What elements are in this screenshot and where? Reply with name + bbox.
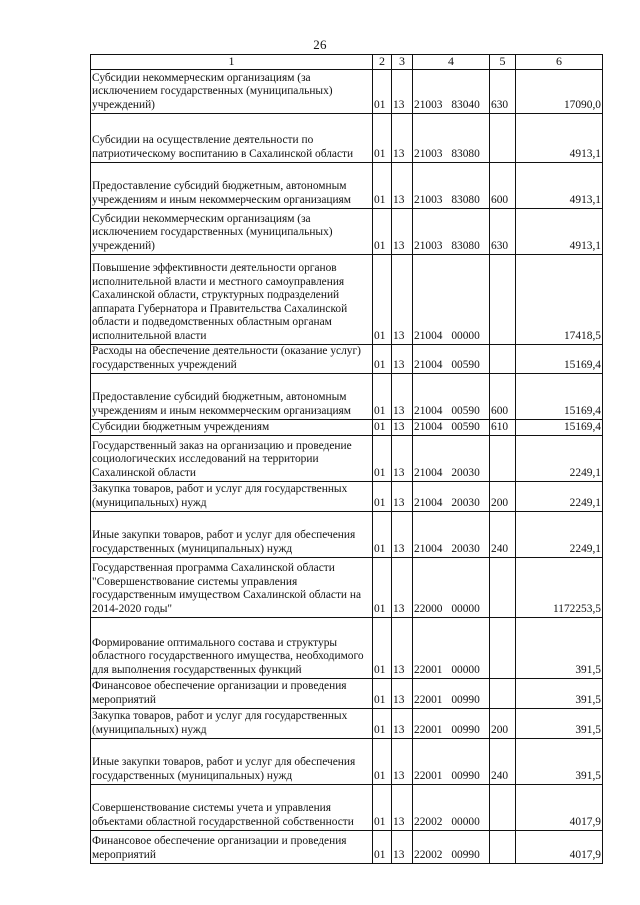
table-row <box>91 511 603 557</box>
row-subsection: 13 <box>392 738 413 784</box>
table-row <box>91 738 603 784</box>
row-section: 01 <box>373 419 392 435</box>
row-expense-type <box>490 435 516 481</box>
row-name: Формирование оптимального состава и структуры областного государственного имущества, необходимого для выполнения государственных функций <box>91 617 373 678</box>
row-name: Повышение эффективности деятельности органов исполнительной власти и местного самоуправления Сахалинской области, структурных подразделений аппарата Губернатора и Правительства Сахалинской области и подведомственных областным органам исполнительной власти <box>91 254 373 344</box>
row-amount: 15169,4 <box>516 344 603 373</box>
row-amount: 4913,1 <box>516 208 603 254</box>
row-expense-type <box>490 344 516 373</box>
row-section: 01 <box>373 738 392 784</box>
row-name: Предоставление субсидий бюджетным, автономным учреждениям и иным некоммерческим организациям <box>91 373 373 419</box>
row-subsection: 13 <box>392 373 413 419</box>
row-expense-type <box>490 678 516 708</box>
row-name: Расходы на обеспечение деятельности (оказание услуг) государственных учреждений <box>91 344 373 373</box>
header-col-2: 2 <box>373 55 392 70</box>
row-expense-type <box>490 113 516 162</box>
row-subsection: 13 <box>392 617 413 678</box>
table-row <box>91 481 603 511</box>
row-subsection: 13 <box>392 113 413 162</box>
row-section: 01 <box>373 162 392 208</box>
row-name: Финансовое обеспечение организации и проведения мероприятий <box>91 830 373 863</box>
table-row <box>91 557 603 617</box>
row-section: 01 <box>373 708 392 738</box>
page-number: 26 <box>313 37 327 52</box>
header-row <box>91 55 603 70</box>
table-row <box>91 373 603 419</box>
row-name: Иные закупки товаров, работ и услуг для обеспечения государственных (муниципальных) нужд <box>91 738 373 784</box>
row-amount: 15169,4 <box>516 373 603 419</box>
row-target-article: 21003 83080 <box>413 162 490 208</box>
row-target-article: 21004 20030 <box>413 435 490 481</box>
row-amount: 391,5 <box>516 678 603 708</box>
row-expense-type: 610 <box>490 419 516 435</box>
row-amount: 17418,5 <box>516 254 603 344</box>
row-target-article: 21004 20030 <box>413 511 490 557</box>
header-col-4: 4 <box>413 55 490 70</box>
row-subsection: 13 <box>392 830 413 863</box>
table-row <box>91 162 603 208</box>
row-subsection: 13 <box>392 481 413 511</box>
row-amount: 4913,1 <box>516 162 603 208</box>
row-name: Государственный заказ на организацию и проведение социологических исследований на территории Сахалинской области <box>91 435 373 481</box>
row-section: 01 <box>373 511 392 557</box>
row-expense-type: 600 <box>490 373 516 419</box>
row-name: Закупка товаров, работ и услуг для государственных (муниципальных) нужд <box>91 708 373 738</box>
row-target-article: 21003 83080 <box>413 113 490 162</box>
row-subsection: 13 <box>392 162 413 208</box>
row-amount: 17090,0 <box>516 69 603 113</box>
header-col-5: 5 <box>490 55 516 70</box>
table-header <box>91 55 603 70</box>
row-section: 01 <box>373 113 392 162</box>
row-expense-type: 240 <box>490 738 516 784</box>
row-amount: 1172253,5 <box>516 557 603 617</box>
row-name: Финансовое обеспечение организации и проведения мероприятий <box>91 678 373 708</box>
table-row <box>91 254 603 344</box>
row-name: Закупка товаров, работ и услуг для государственных (муниципальных) нужд <box>91 481 373 511</box>
table-row <box>91 784 603 830</box>
row-amount: 2249,1 <box>516 511 603 557</box>
budget-table <box>90 54 603 864</box>
row-target-article: 22001 00990 <box>413 678 490 708</box>
header-col-3: 3 <box>392 55 413 70</box>
row-amount: 391,5 <box>516 738 603 784</box>
row-subsection: 13 <box>392 419 413 435</box>
row-expense-type <box>490 830 516 863</box>
row-amount: 2249,1 <box>516 481 603 511</box>
row-expense-type: 600 <box>490 162 516 208</box>
row-subsection: 13 <box>392 678 413 708</box>
row-section: 01 <box>373 435 392 481</box>
row-section: 01 <box>373 344 392 373</box>
row-section: 01 <box>373 373 392 419</box>
table-row <box>91 419 603 435</box>
row-subsection: 13 <box>392 69 413 113</box>
table-row <box>91 708 603 738</box>
row-amount: 4017,9 <box>516 784 603 830</box>
row-amount: 391,5 <box>516 617 603 678</box>
row-section: 01 <box>373 69 392 113</box>
row-amount: 391,5 <box>516 708 603 738</box>
row-expense-type: 630 <box>490 69 516 113</box>
header-col-6: 6 <box>516 55 603 70</box>
row-subsection: 13 <box>392 784 413 830</box>
header-col-1: 1 <box>91 55 373 70</box>
row-expense-type: 200 <box>490 481 516 511</box>
row-subsection: 13 <box>392 208 413 254</box>
table-body <box>91 69 603 863</box>
row-section: 01 <box>373 481 392 511</box>
row-amount: 15169,4 <box>516 419 603 435</box>
row-target-article: 21004 00000 <box>413 254 490 344</box>
row-subsection: 13 <box>392 254 413 344</box>
row-target-article: 21004 00590 <box>413 344 490 373</box>
row-section: 01 <box>373 617 392 678</box>
row-expense-type <box>490 254 516 344</box>
row-target-article: 22002 00990 <box>413 830 490 863</box>
row-name: Государственная программа Сахалинской области "Совершенствование системы управления государственным имуществом Сахалинской области на 2014-2020 годы" <box>91 557 373 617</box>
row-expense-type <box>490 557 516 617</box>
row-expense-type <box>490 617 516 678</box>
row-name: Иные закупки товаров, работ и услуг для обеспечения государственных (муниципальных) нужд <box>91 511 373 557</box>
table-row <box>91 678 603 708</box>
row-amount: 4913,1 <box>516 113 603 162</box>
row-section: 01 <box>373 784 392 830</box>
row-subsection: 13 <box>392 557 413 617</box>
table-row <box>91 113 603 162</box>
table-row <box>91 435 603 481</box>
row-name: Субсидии на осуществление деятельности по патриотическому воспитанию в Сахалинской области <box>91 113 373 162</box>
row-section: 01 <box>373 830 392 863</box>
row-expense-type: 630 <box>490 208 516 254</box>
row-subsection: 13 <box>392 511 413 557</box>
row-amount: 4017,9 <box>516 830 603 863</box>
row-target-article: 22001 00990 <box>413 708 490 738</box>
table-row <box>91 208 603 254</box>
row-target-article: 22001 00000 <box>413 617 490 678</box>
row-target-article: 21004 00590 <box>413 419 490 435</box>
row-name: Субсидии бюджетным учреждениям <box>91 419 373 435</box>
row-target-article: 22000 00000 <box>413 557 490 617</box>
row-amount: 2249,1 <box>516 435 603 481</box>
row-name: Совершенствование системы учета и управления объектами областной государственной собственности <box>91 784 373 830</box>
row-section: 01 <box>373 678 392 708</box>
row-subsection: 13 <box>392 344 413 373</box>
row-expense-type: 200 <box>490 708 516 738</box>
row-target-article: 21003 83080 <box>413 208 490 254</box>
row-expense-type <box>490 784 516 830</box>
row-expense-type: 240 <box>490 511 516 557</box>
row-name: Субсидии некоммерческим организациям (за исключением государственных (муниципальных) учреждений) <box>91 208 373 254</box>
row-subsection: 13 <box>392 708 413 738</box>
table-row <box>91 830 603 863</box>
row-target-article: 21003 83040 <box>413 69 490 113</box>
row-target-article: 22002 00000 <box>413 784 490 830</box>
row-section: 01 <box>373 208 392 254</box>
table-row <box>91 69 603 113</box>
row-target-article: 21004 00590 <box>413 373 490 419</box>
row-subsection: 13 <box>392 435 413 481</box>
row-section: 01 <box>373 557 392 617</box>
row-name: Субсидии некоммерческим организациям (за исключением государственных (муниципальных) учреждений) <box>91 69 373 113</box>
table-row <box>91 617 603 678</box>
table-row <box>91 344 603 373</box>
row-section: 01 <box>373 254 392 344</box>
row-name: Предоставление субсидий бюджетным, автономным учреждениям и иным некоммерческим организациям <box>91 162 373 208</box>
row-target-article: 22001 00990 <box>413 738 490 784</box>
row-target-article: 21004 20030 <box>413 481 490 511</box>
